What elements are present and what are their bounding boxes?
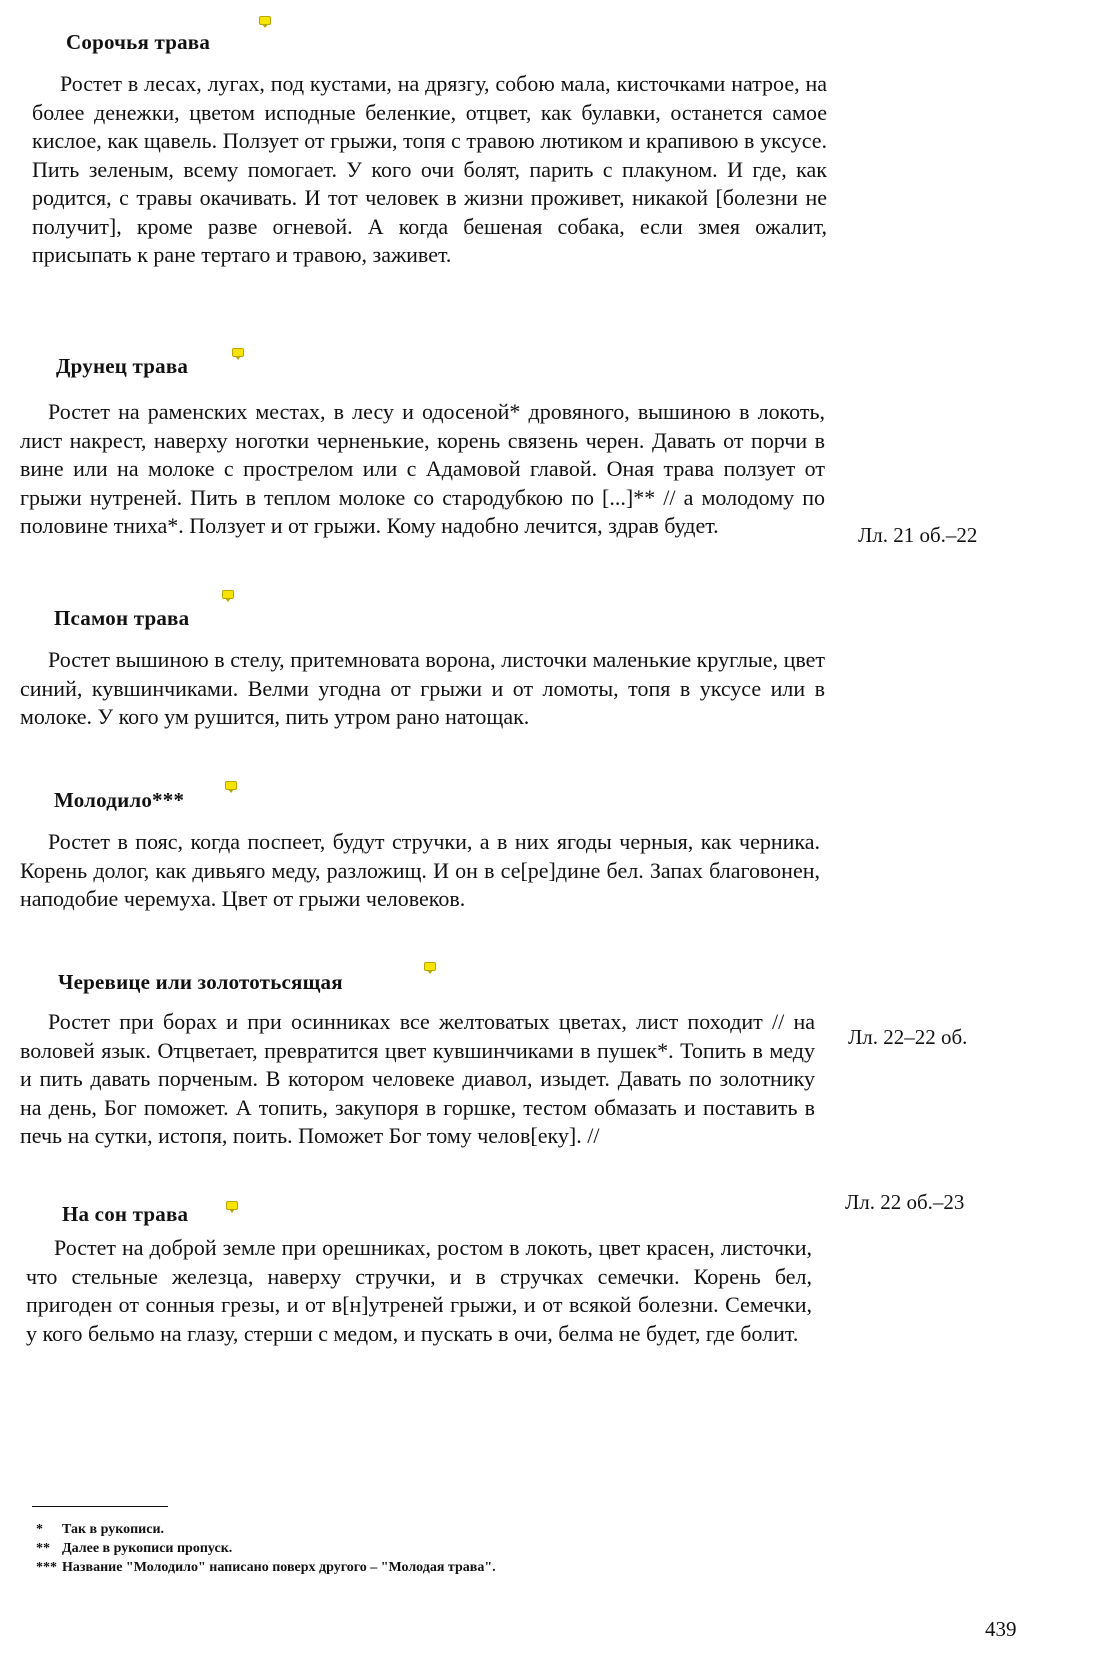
comment-note-icon[interactable] [226, 1201, 238, 1210]
entry-text-cherevitse: Ростет при борах и при осинниках все желтоватых цветах, лист походит // на воловей язык. Отцветает, превратится цвет кувшинчиками в пушек*. Топить в меду и пить давать порченым. В котором человеке диавол, изыдет. Давать по золотнику на день, Бог поможет. А топить, закупоря в горшке, тестом обмазать и поставить в печь на сутки, истопя, поить. Поможет Бог тому челов[еку]. // [20, 1009, 815, 1148]
footnote [36, 1558, 496, 1577]
entry-title-molodilo: Молодило*** [54, 788, 185, 812]
page-number: 439 [985, 1617, 1017, 1641]
entry-text-molodilo: Ростет в пояс, когда поспеет, будут стручки, а в них ягоды черныя, как черника. Корень долог, как дивьяго меду, разложищ. И он в се[ре]дине бел. Запах благовонен, наподобие черемуха. Цвет от грыжи человеков. [20, 829, 820, 911]
comment-note-icon[interactable] [222, 590, 234, 599]
comment-note-icon[interactable] [424, 962, 436, 971]
footnote-mark: ** [36, 1541, 50, 1556]
comment-note-icon[interactable] [259, 16, 271, 25]
entry-title-sorochya: Сорочья трава [66, 30, 211, 54]
footnote-divider [32, 1506, 168, 1507]
footnotes [36, 1520, 496, 1577]
footnote-text: Название "Молодило" написано поверх другого – "Молодая трава". [62, 1560, 496, 1575]
margin-folio-ref: Лл. 22 об.–23 [845, 1190, 965, 1214]
footnote [36, 1520, 496, 1539]
margin-folio-ref: Лл. 21 об.–22 [858, 523, 978, 547]
entry-text-drunets: Ростет на раменских местах, в лесу и одосеной* дровяного, вышиною в локоть, лист накрест, наверху ноготки черненькие, корень связень черен. Давать от порчи в вине или на молоке с прострелом или с Адамовой главой. Оная трава ползует от грыжи нутреней. Пить в теплом молоке со стародубкою по [...]** // а молодому по половине тниха*. Ползует и от грыжи. Кому надобно лечится, здрав будет. [20, 399, 825, 538]
margin-folio-ref: Лл. 22–22 об. [848, 1025, 968, 1049]
entry-title-drunets: Друнец трава [56, 354, 189, 378]
entry-title-na-son: На сон трава [62, 1202, 189, 1226]
footnote-text: Так в рукописи. [62, 1522, 165, 1537]
footnote-mark: *** [36, 1560, 57, 1575]
comment-note-icon[interactable] [232, 348, 244, 357]
entry-text-psamon: Ростет вышиною в стелу, притемновата ворона, листочки маленькие круглые, цвет синий, кувшинчиками. Велми угодна от грыжи и от ломоты, топя в уксусе или в молоке. У кого ум рушится, пить утром рано натощак. [20, 647, 825, 729]
comment-note-icon[interactable] [225, 781, 237, 790]
entry-title-psamon: Псамон трава [54, 606, 190, 630]
entry-text-na-son: Ростет на доброй земле при орешниках, ростом в локоть, цвет красен, листочки, что стельные железца, наверху стручки, и в стручках семечки. Корень бел, пригоден от сонныя грезы, и от в[н]утреней грыжи, и от всякой болезни. Семечки, у кого бельмо на глазу, стерши с медом, и пускать в очи, белма не будет, где болит. [26, 1235, 812, 1346]
footnote [36, 1539, 496, 1558]
entry-title-cherevitse: Черевице или золототьсящая [58, 970, 343, 994]
footnote-mark: * [36, 1522, 43, 1537]
footnote-text: Далее в рукописи пропуск. [62, 1541, 233, 1556]
entry-text-sorochya: Ростет в лесах, лугах, под кустами, на дрязгу, собою мала, кисточками натрое, на более денежки, цветом исподные беленкие, отцвет, как булавки, останется самое кислое, как щавель. Ползует от грыжи, топя с травою лютиком и крапивою в уксусе. Пить зеленым, всему помогает. У кого очи болят, парить с плакуном. И где, как родится, с травы окачивать. И тот человек в жизни проживет, никакой [болезни не получит], кроме разве огневой. А когда бешеная собака, если змея ожалит, присыпать к ране тертаго и травою, заживет. [32, 71, 827, 267]
